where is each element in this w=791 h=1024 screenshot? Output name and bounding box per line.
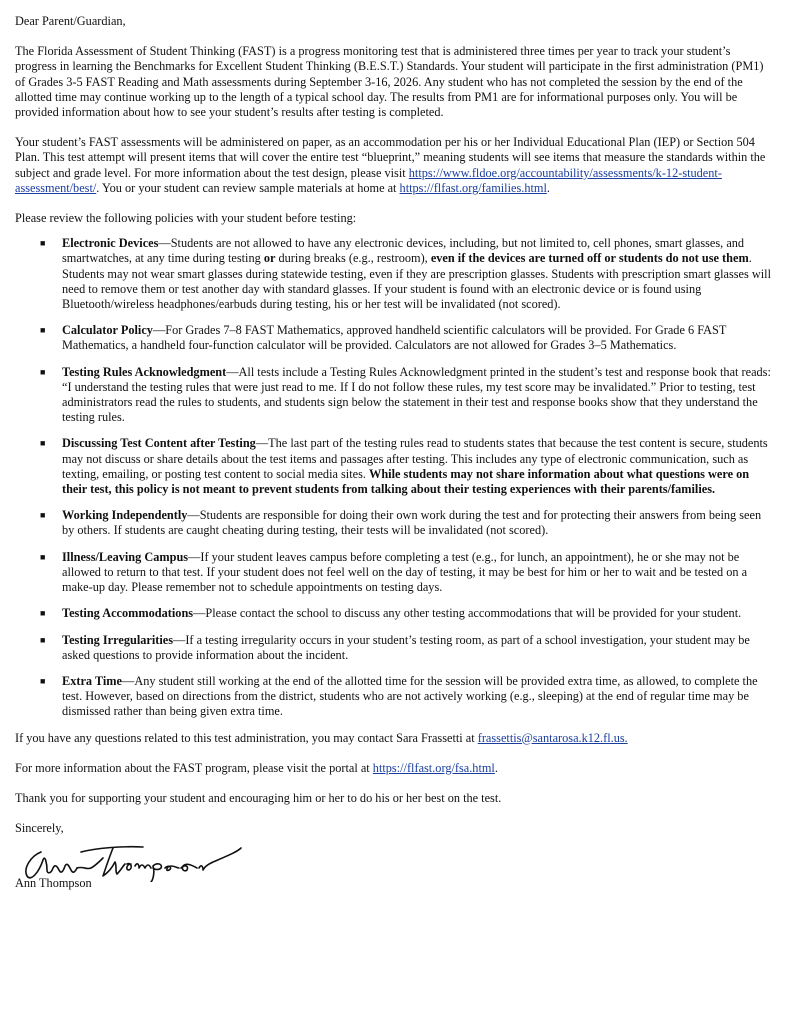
administration-text: Your student’s FAST assessments will be administered on paper, as an accommodation per his or her Individual Educational Plan (IEP) or Section 504 Plan. This test attempt will present items that will cover the entire test “blueprint,” meaning students will see items that measure the standards within the subject and grade level. For more information about the test design, please visit bbox=[15, 135, 766, 180]
policy-emphasis: While students may not share information about what questions were on their test, this policy is not meant to prevent students from talking about their testing experiences with their parents/families. bbox=[62, 466, 750, 497]
policy-emphasis: even if the devices are turned off or students do not use them bbox=[430, 251, 749, 266]
intro-paragraph: The Florida Assessment of Student Thinking (FAST) is a progress monitoring test that is administered three times per year to track your student’s progress in learning the Benchmarks for Excellent Student Thinking (B.E.S.T.) Standards. Your student will participate in the first administration (PM1) of Grades 3-5 FAST Reading and Math assessments during September 3-16, 2026. Any student who has not completed the session by the end of the allotted time may continue working up to the length of a typical school day. The results from PM1 are for informational purposes only. You will be provided information about how to see your student’s results after testing is completed. bbox=[15, 44, 764, 120]
policy-term: Testing Rules Acknowledgment bbox=[62, 364, 227, 379]
families-link[interactable]: https://flfast.org/families.html bbox=[399, 180, 547, 195]
contact-paragraph bbox=[15, 731, 771, 746]
policy-term: Electronic Devices bbox=[62, 236, 159, 251]
policy-text: —If a testing irregularity occurs in your student’s testing room, as part of a school investigation, your student may be asked questions to provide information about the incident. bbox=[62, 632, 750, 662]
contact-email-link[interactable]: frassettis@santarosa.k12.fl.us. bbox=[477, 730, 628, 745]
policy-text: —If your student leaves campus before completing a test (e.g., for lunch, an appointment), he or she may not be allowed to return to that test. If your student does not feel well on the day of testing, it may be best for him or her to wait and be tested on a make-up day. Please remember not to schedule appointments on testing days. bbox=[62, 549, 748, 595]
bullet-icon: ■ bbox=[40, 238, 46, 249]
policy-emphasis: or bbox=[263, 251, 276, 266]
portal-text-end: . bbox=[494, 760, 498, 775]
policy-term: Extra Time bbox=[62, 673, 123, 688]
signer-name: Ann Thompson bbox=[15, 876, 92, 891]
portal-paragraph bbox=[15, 761, 771, 776]
bullet-icon: ■ bbox=[40, 325, 46, 336]
policy-term: Testing Accommodations bbox=[62, 606, 194, 621]
bullet-icon: ■ bbox=[40, 608, 46, 619]
policy-irregularities bbox=[15, 633, 771, 663]
policy-term: Calculator Policy bbox=[62, 323, 153, 338]
policy-electronic-devices bbox=[15, 236, 771, 312]
bullet-icon: ■ bbox=[40, 438, 46, 449]
policy-text: . Students may not wear smart glasses during statewide testing, even if they are prescription glasses. Students with prescription smart glasses will need to remove them or test another day with standard glasses. If your student is found with an electronic device or is found using Bluetooth/wireless headphones/earbuds during testing, his or her test will be invalidated (not scored). bbox=[62, 251, 771, 312]
bullet-icon: ■ bbox=[40, 551, 46, 562]
policies-list bbox=[15, 236, 771, 719]
policy-text: during breaks (e.g., restroom), bbox=[275, 251, 431, 266]
policy-working-independently bbox=[15, 508, 771, 538]
policy-text: —The last part of the testing rules read to students states that because the test content is secure, students may not discuss or share details about the test items and passages after testing. This includes any type of electronic communication, such as texting, emailing, or posting test content to social media sites. bbox=[62, 436, 768, 481]
policy-text: —For Grades 7–8 FAST Mathematics, approved handheld scientific calculators will be provided. For Grade 6 FAST Mathematics, a handheld four-function calculator will be provided. Calculators are not allowed for Grades 3–5 Mathematics. bbox=[62, 323, 727, 353]
policy-discussing-content bbox=[15, 436, 771, 497]
policies-intro: Please review the following policies with your student before testing: bbox=[15, 211, 357, 226]
administration-text-end: . bbox=[546, 180, 550, 195]
policy-extra-time bbox=[15, 674, 771, 720]
policy-text: —Students are not allowed to have any electronic devices, including, but not limited to, cell phones, smart glasses, and smartwatches, at any time during testing bbox=[62, 236, 745, 266]
policy-calculator bbox=[15, 323, 771, 353]
policy-term: Illness/Leaving Campus bbox=[62, 549, 189, 564]
bullet-icon: ■ bbox=[40, 510, 46, 521]
bullet-icon: ■ bbox=[40, 366, 46, 377]
thanks-paragraph: Thank you for supporting your student and encouraging him or her to do his or her best on the test. bbox=[15, 790, 502, 805]
policy-accommodations bbox=[15, 606, 771, 621]
policy-illness bbox=[15, 550, 771, 596]
portal-link[interactable]: https://flfast.org/fsa.html bbox=[372, 760, 495, 775]
bullet-icon: ■ bbox=[40, 675, 46, 686]
policy-term: Working Independently bbox=[62, 508, 188, 523]
closing: Sincerely, bbox=[15, 821, 64, 836]
administration-text-middle: . You or your student can review sample materials at home at bbox=[96, 180, 400, 195]
administration-paragraph bbox=[15, 135, 771, 196]
contact-text: If you have any questions related to this test administration, you may contact Sara Frassetti at bbox=[15, 730, 478, 745]
policy-text: —Any student still working at the end of the allotted time for the session will be provided extra time, as allowed, to complete the test. However, based on directions from the district, students who are not actively working (e.g., sleeping) at the end of regular time may be dismissed rather than being given extra time. bbox=[62, 673, 758, 719]
best-assessment-link[interactable]: https://www.fldoe.org/accountability/assessments/k-12-student-assessment/best/ bbox=[15, 165, 722, 195]
policy-text: —Please contact the school to discuss any other testing accommodations that will be provided for your student. bbox=[193, 606, 742, 621]
policy-text: —Students are responsible for doing their own work during the test and for protecting their answers from being seen by others. If students are caught cheating during testing, their tests will be invalidated (not scored). bbox=[62, 508, 762, 538]
bullet-icon: ■ bbox=[40, 634, 46, 645]
policy-term: Testing Irregularities bbox=[62, 632, 174, 647]
policy-term: Discussing Test Content after Testing bbox=[62, 436, 256, 451]
policy-text: —All tests include a Testing Rules Acknowledgment printed in the student’s test and response book that reads: “I understand the testing rules that were just read to me. If I do not follow these rules, my test score may be invalidated.” Prior to testing, test administrators read the rules to students, and students sign below the statement in their test and response books show that they understand the testing rules. bbox=[62, 364, 771, 425]
portal-text: For more information about the FAST program, please visit the portal at bbox=[15, 760, 373, 775]
salutation: Dear Parent/Guardian, bbox=[15, 14, 126, 28]
policy-testing-rules bbox=[15, 365, 771, 426]
